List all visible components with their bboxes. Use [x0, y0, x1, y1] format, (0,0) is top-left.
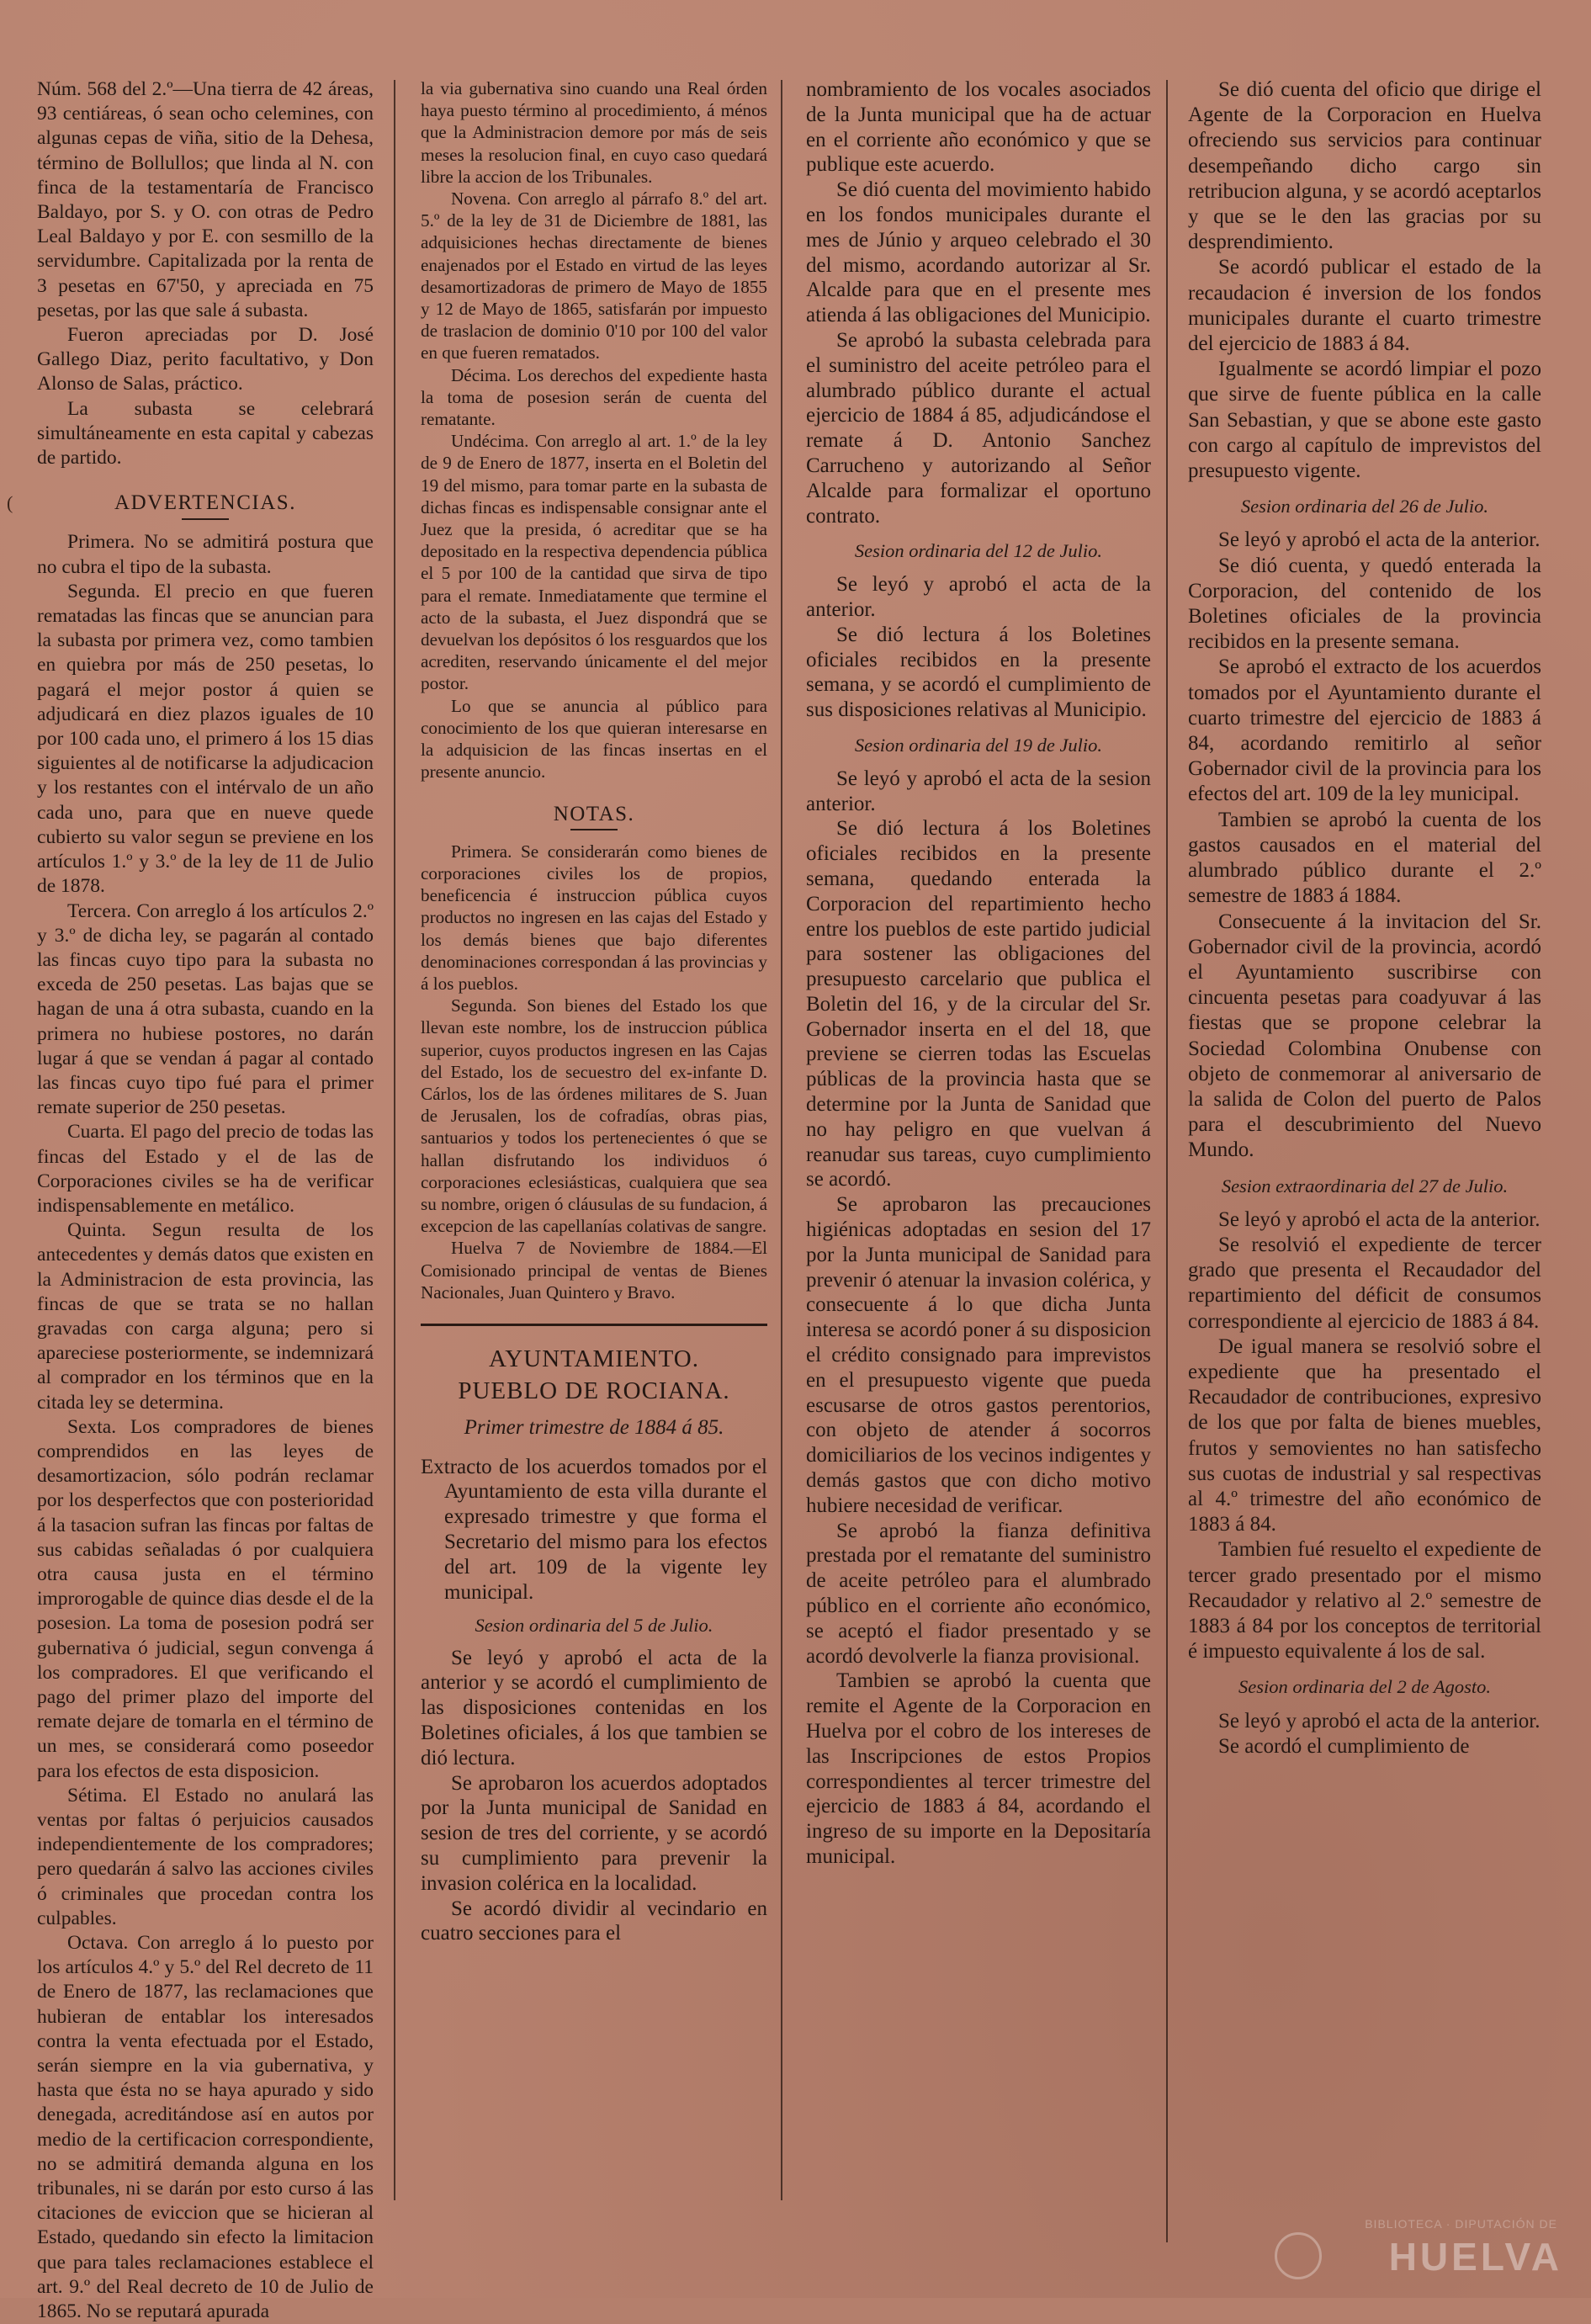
session-paragraph: Se acordó dividir al vecindario en cuatro secciones para el: [421, 1897, 767, 1945]
advertencia-sexta: Sexta. Los compradores de bienes comprendidos en las leyes de desamortizacion, sólo podrán reclamar por los desperfectos que con posterioridad á la tasacion sufran las fincas por faltas de sus cabidas señaladas ó por cualquiera otra causa justa en el término improrogable de quince dias desde el de la posesion. La toma de posesion podrá ser gubernativa ó judicial, segun convenga á los compradores. El que verificando el pago del primer plazo del importe del remate dejare de tomarla en el término de un mes, se considerará como poseedor para los efectos de esta disposicion.: [37, 1415, 374, 1782]
advertencia-novena: Novena. Con arreglo al párrafo 8.º del art. 5.º de la ley de 31 de Diciembre de 1881, las adquisiciones hechas directamente de bienes enajenados por el Estado en virtud de las leyes desamortizadoras de primero de Mayo de 1855 y 12 de Mayo de 1865, satisfarán por impuesto de traslacion de dominio 0'10 por 100 del valor en que fueren rematados.: [421, 188, 767, 363]
session-heading: Sesion ordinaria del 2 de Agosto.: [1238, 1676, 1491, 1698]
session-paragraph: Se dió cuenta, y quedó enterada la Corporacion, del contenido de los Boletines oficiales de la provincia recibidos en la presente semana.: [1188, 554, 1541, 654]
column-4: [1188, 77, 1541, 2239]
auction-lot-568: Núm. 568 del 2.º—Una tierra de 42 áreas, 93 centiáreas, ó sean ocho celemines, con algunas cepas de viña, sitio de la Dehesa, término de Bollullos; que linda al N. con finca de la testamentaría de Francisco Baldayo, por S. y O. con otras de Pedro Leal Baldayo y por E. con sesmillo de la servidumbre. Capitalizada por la renta de 3 pesetas en 67'50, y apreciada en 75 pesetas, por las que sale á subasta.: [37, 78, 374, 321]
ayuntamiento-heading: AYUNTAMIENTO.: [489, 1345, 699, 1372]
trimestre-heading: Primer trimestre de 1884 á 85.: [464, 1416, 724, 1440]
session-paragraph: Se dió lectura á los Boletines oficiales recibidos en la presente semana, quedando enterada la Corporacion del repartimiento hecho entre los pueblos de este partido judicial para sostener las obligaciones del presupuesto carcelario que publica el Boletin del 16, y de la circular del Sr. Gobernador inserta en el del 18, que previene se cierren todas las Escuelas públicas de la provincia hasta que se determine por la Junta de Sanidad que no hay peligro en que vuelvan á reanudar sus tareas, cuyo cumplimiento se acordó.: [806, 817, 1151, 1191]
advertencia-cuarta: Cuarta. El pago del precio de todas las fincas del Estado y el de las de Corporaciones civiles se ha de verificar indispensablemente en metálico.: [37, 1121, 374, 1217]
session-paragraph: Se leyó y aprobó el acta de la anterior y se acordó el cumplimiento de las disposiciones contenidas en los Boletines oficiales, á los que tambien se dió lectura.: [421, 1646, 767, 1770]
margin-mark: (: [7, 492, 13, 513]
auction-location-note: La subasta se celebrará simultáneamente en esta capital y cabezas de partido.: [37, 397, 374, 470]
session-paragraph: Tambien fué resuelto el expediente de tercer grado presentado por el mismo Recaudador y relativo al 2.º semestre de 1883 á 84 por los conceptos de territorial é impuesto equivalente á los de sal.: [1188, 1538, 1541, 1663]
session-paragraph: Se dió cuenta del movimiento habido en los fondos municipales durante el mes de Júnio y arqueo celebrado el 30 del mismo, acordando autorizar al Sr. Alcalde para que en el presente mes atienda á las obligaciones del Municipio.: [806, 178, 1151, 327]
session-heading: Sesion ordinaria del 12 de Julio.: [854, 540, 1103, 562]
session-paragraph: nombramiento de los vocales asociados de la Junta municipal que ha de actuar en el corriente año económico y que se publique este acuerdo.: [806, 78, 1151, 177]
advertencia-quinta: Quinta. Segun resulta de los antecedentes y demás datos que existen en la Administracion de esta provincia, las fincas de que se trata se no hallan gravadas con carga alguna; pero si apareciese posteriormente, se indemnizará al comprador en los términos que en la citada ley se determina.: [37, 1219, 374, 1414]
session-heading: Sesion extraordinaria del 27 de Julio.: [1221, 1175, 1509, 1196]
column-2: [421, 77, 767, 2239]
session-paragraph: Se dió cuenta del oficio que dirige el Agente de la Corporacion en Huelva ofreciendo sus servicios para continuar desempeñando dicho cargo sin retribucion alguna, y se acordó aceptarlos y que se le den las gracias por su desprendimiento.: [1188, 78, 1541, 254]
session-heading: Sesion ordinaria del 26 de Julio.: [1240, 496, 1489, 517]
session-paragraph: Se aprobó la fianza definitiva prestada por el rematante del suministro de aceite petróleo para el alumbrado público en el corriente año económico, se aceptó el fiador presentado y se acordó devolverle la fianza provisional.: [806, 1519, 1151, 1668]
session-paragraph: Se aprobó la subasta celebrada para el suministro del aceite petróleo para el alumbrado público durante el actual ejercicio de 1884 á 85, adjudicándose el remate á D. Antonio Sanchez Carrucheno y autorizando al Señor Alcalde para formalizar el oportuno contrato.: [806, 328, 1151, 528]
section-rule: [421, 1324, 767, 1326]
session-paragraph: Se resolvió el expediente de tercer grado que presenta el Recaudador del repartimiento del déficit de consumos correspondiente al ejercicio de 1883 á 84.: [1188, 1233, 1541, 1333]
session-paragraph: Igualmente se acordó limpiar el pozo que sirve de fuente pública en la calle San Sebastian, y que se abone este gasto con cargo al capítulo de imprevistos del presupuesto vigente.: [1188, 358, 1541, 483]
session-paragraph: Se leyó y aprobó el acta de la anterior.: [1218, 1709, 1541, 1732]
session-paragraph: De igual manera se resolvió sobre el expediente que ha presentado el Recaudador de contribuciones, expresivo de los que por falta de bienes muebles, frutos y semovientes no han satisfecho sus cuotas de industrial y sal respectivas al 4.º trimestre del año económico de 1883 á 84.: [1188, 1334, 1541, 1536]
advertencias-heading: ADVERTENCIAS.: [114, 491, 296, 515]
advertencia-tercera: Tercera. Con arreglo á los artículos 2.º y 3.º de dicha ley, se pagarán al contado las fincas cuyo tipo para la subasta no exceda de 250 pesetas. Las bajas que se hagan de una á otra subasta, cuando en la primera no hubiese postores, no darán lugar á que se vendan á pagar al contado las fincas cuyo tipo fué para el primer remate superior de 250 pesetas.: [37, 899, 374, 1119]
advertencia-setima: Sétima. El Estado no anulará las ventas por faltas ó perjuicios causados independientemente de los compradores; pero quedarán á salvo las acciones civiles ó criminales que procedan contra los culpables.: [37, 1784, 374, 1929]
public-notice: Lo que se anuncia al público para conocimiento de los que quieran interesarse en la adquisicion de las fincas insertas en el presente anuncio.: [421, 695, 767, 783]
session-paragraph: Se leyó y aprobó el acta de la anterior.: [806, 573, 1151, 621]
watermark-huelva: HUELVA: [1388, 2235, 1562, 2279]
watermark-caption: BIBLIOTECA · DIPUTACIÓN DE: [1365, 2217, 1557, 2231]
session-paragraph: Se leyó y aprobó el acta de la sesion anterior.: [806, 767, 1151, 815]
session-heading: Sesion ordinaria del 19 de Julio.: [854, 734, 1103, 756]
column-rule: [394, 80, 395, 2200]
session-paragraph: Se aprobaron los acuerdos adoptados por la Junta municipal de Sanidad en sesion de tres del corriente, y se acordó su cumplimiento para prevenir la invasion colérica en la localidad.: [421, 1771, 767, 1895]
advertencia-undecima: Undécima. Con arreglo al art. 1.º de la ley de 9 de Enero de 1877, inserta en el Boletin del 19 del mismo, para tomar parte en la subasta de dichas fincas es indispensable consignar ante el Juez que la presida, ó acreditar que se ha depositado en la respectiva dependencia pública el 5 por 100 de la cantidad que sirva de tipo para el remate. Inmediatamente que termine el acto de la subasta, el Juez dispondrá que se devuelvan los depósitos ó los resguardos que los acrediten, reservando únicamente el del mejor postor.: [421, 431, 767, 694]
session-paragraph: Se acordó publicar el estado de la recaudacion é inversion de los fondos municipales durante el cuarto trimestre del ejercicio de 1883 á 84.: [1188, 256, 1541, 356]
nota-primera: Primera. Se considerarán como bienes de corporaciones civiles los de propios, beneficencia é instruccion pública cuyos productos no ingresen en las cajas del Estado y los demás bienes que bajo diferentes denominaciones correspondan á las provincias y á los pueblos.: [421, 841, 767, 994]
heading-divider: [182, 518, 229, 520]
session-paragraph: Se leyó y aprobó el acta de la anterior.: [1218, 528, 1541, 552]
session-heading: Sesion ordinaria del 5 de Julio.: [475, 1615, 713, 1637]
session-paragraph: Tambien se aprobó la cuenta de los gastos causados en el material del alumbrado público durante el 2.º semestre de 1883 á 1884.: [1188, 808, 1541, 908]
session-paragraph: Se acordó el cumplimiento de: [1218, 1734, 1470, 1758]
library-seal-icon: [1275, 2232, 1322, 2279]
column-1: [37, 77, 374, 2323]
column-rule: [781, 80, 782, 2200]
session-paragraph: Se leyó y aprobó el acta de la anterior.: [1218, 1207, 1541, 1231]
advertencia-segunda: Segunda. El precio en que fueren rematadas las fincas que se anuncian para la subasta por primera vez, como tambien en quiebra por más de 250 pesetas, lo pagará el mejor postor á quien se adjudicará en diez plazos iguales de 10 por 100 cada uno, el primero á los 15 dias siguientes al de notificarse la adjudicacion y los restantes con el intérvalo de un año cada uno, para que en nueve quede cubierto su valor segun se previene en los artículos 1.º y 3.º de la ley de 11 de Julio de 1878.: [37, 580, 374, 898]
heading-divider: [570, 829, 618, 830]
advertencia-octava: Octava. Con arreglo á lo puesto por los artículos 4.º y 5.º del Rel decreto de 11 de Enero de 1877, las reclamaciones que hubieran de entablar los interesados contra la venta efectuada por el Estado, serán siempre en la via gubernativa, y hasta que ésta no se haya apurado y sido denegada, acreditándose así en autos por medio de la certificacion correspondiente, no se admitirá demanda alguna en los tribunales, ni se darán por esto curso á las citaciones de eviccion que se hicieran al Estado, quedando sin efecto la limitacion que para tales reclamaciones establece el art. 9.º del Real decreto de 10 de Julio de 1865. No se reputará apurada: [37, 1932, 374, 2323]
advertencia-octava-cont: la via gubernativa sino cuando una Real órden haya puesto término al procedimiento, á ménos que la Administracion demore por más de seis meses la resolucion final, en cuyo caso quedará libre la accion de los Tribunales.: [421, 78, 767, 187]
session-paragraph: Tambien se aprobó la cuenta que remite el Agente de la Corporacion en Huelva por el cobro de los intereses de las Inscripciones de estos Propios correspondientes al tercer trimestre del ejercicio de 1883 á 84, acordando el ingreso de su importe en la Depositaría municipal.: [806, 1669, 1151, 1868]
column-3: [806, 77, 1151, 2239]
session-paragraph: Se dió lectura á los Boletines oficiales recibidos en la presente semana, y se acordó el cumplimiento de sus disposiciones relativas al Municipio.: [806, 623, 1151, 722]
notas-heading: NOTAS.: [553, 802, 635, 825]
session-paragraph: Se aprobó el extracto de los acuerdos tomados por el Ayuntamiento durante el cuarto trimestre del ejercicio de 1883 á 84, acordando remitirlo al señor Gobernador civil de la provincia para los efectos del art. 109 de la ley municipal.: [1188, 655, 1541, 806]
appraisers-note: Fueron apreciadas por D. José Gallego Diaz, perito facultativo, y Don Alonso de Salas, práctico.: [37, 324, 374, 395]
session-paragraph: Se aprobaron las precauciones higiénicas adoptadas en sesion del 17 por la Junta municipal de Sanidad para prevenir ó atenuar la invasion colérica, y consecuente á lo que dicha Junta interesa se acordó poner á su disposicion el crédito consignado para imprevistos en el presupuesto vigente que pueda escusarse de otros gastos perentorios, con objeto de atender á socorros domiciliarios de los vecinos indigentes y demás gastos que con dicho motivo hubiere necesidad de verificar.: [806, 1193, 1151, 1517]
column-rule: [1166, 80, 1168, 2242]
advertencia-primera: Primera. No se admitirá postura que no cubra el tipo de la subasta.: [37, 531, 374, 578]
advertencia-decima: Décima. Los derechos del expediente hasta la toma de posesion serán de cuenta del rematante.: [421, 364, 767, 430]
nota-segunda: Segunda. Son bienes del Estado los que llevan este nombre, los de instruccion pública superior, cuyos productos ingresen en las Cajas del Estado, los de secuestro del ex-infante D. Cárlos, los de las órdenes militares de S. Juan de Jerusalen, los de cofradías, obras pias, santuarios y todos los pertenecientes ó que se hallan disfrutando los individuos ó corporaciones eclesiásticas, cualquiera que sea su nombre, origen ó cláusulas de su fundacion, á excepcion de las capellanías colativas de sangre.: [421, 995, 767, 1237]
pueblo-heading: PUEBLO DE ROCIANA.: [458, 1377, 730, 1405]
extracto-summary: Extracto de los acuerdos tomados por el Ayuntamiento de esta villa durante el expresado trimestre y que forma el Secretario del mismo para los efectos del art. 109 de la vigente ley municipal.: [421, 1455, 767, 1604]
session-paragraph: Consecuente á la invitacion del Sr. Gobernador civil de la provincia, acordó el Ayuntamiento suscribirse con cincuenta pesetas para coadyuvar á las fiestas que se propone celebrar la Sociedad Colombina Onubense con objeto de conmemorar al aniversario de la salida de Colon del puerto de Palos para el descubrimiento del Nuevo Mundo.: [1188, 910, 1541, 1162]
signature-line: Huelva 7 de Noviembre de 1884.—El Comisionado principal de ventas de Bienes Nacionales, Juan Quintero y Bravo.: [421, 1238, 767, 1303]
